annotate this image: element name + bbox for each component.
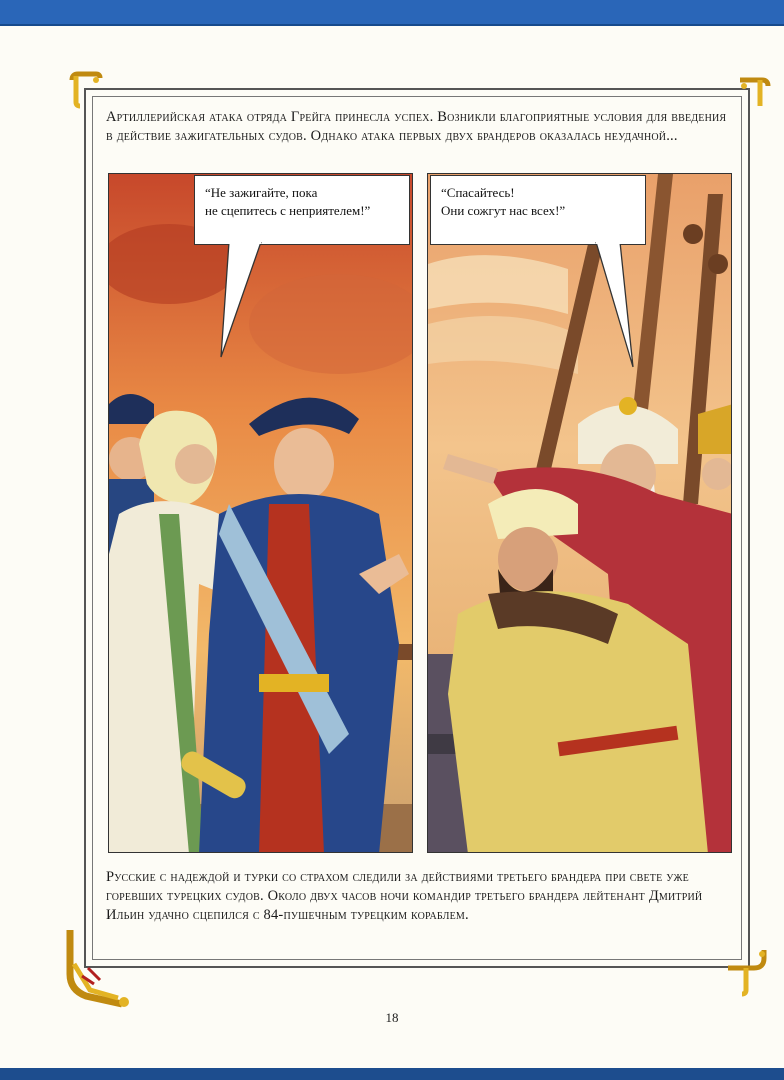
- caption-top: Артиллерийская атака отряда Грейга принесла успех. Возникли благоприятные условия для введения в действие зажигательных судов. Однако атака первых двух брандеров оказалась неудачной...: [106, 109, 727, 144]
- comic-panel-left: [108, 173, 413, 853]
- speech-bubble-left: [194, 175, 410, 245]
- comic-panel-right: [427, 173, 732, 853]
- speech-bubble-right: [430, 175, 646, 245]
- speech-left-line1: “Не зажигайте, пока: [205, 185, 318, 200]
- panel-right-illustration: [428, 174, 732, 853]
- speech-bubble-left-tail: [219, 242, 269, 362]
- officer-face: [274, 428, 334, 500]
- speech-right-line1: “Спасайтесь!: [441, 185, 515, 200]
- book-cover-top-edge: [0, 0, 784, 26]
- corner-ornament-bottom-right: [724, 946, 770, 998]
- corner-ornament-top-right: [736, 72, 772, 112]
- book-cover-bottom-edge: [0, 1068, 784, 1080]
- speech-bubble-right-tail: [588, 242, 648, 372]
- speech-right-line2: Они сожгут нас всех!”: [441, 203, 566, 218]
- speech-left-line2: не сцепитесь с неприятелем!”: [205, 203, 371, 218]
- corner-ornament-bottom-left: [60, 924, 146, 1010]
- corner-ornament-top-left: [66, 70, 106, 110]
- caption-bottom: Русские с надеждой и турки со страхом следили за действиями третьего брандера при свете уже горевших турецких судов. Около двух часов ночи командир третьего брандера лейтенант Дмитрий Ильин удачно сцепился с 84-пушечным турецким кораблем.: [106, 869, 703, 923]
- page-number: 18: [385, 1010, 399, 1025]
